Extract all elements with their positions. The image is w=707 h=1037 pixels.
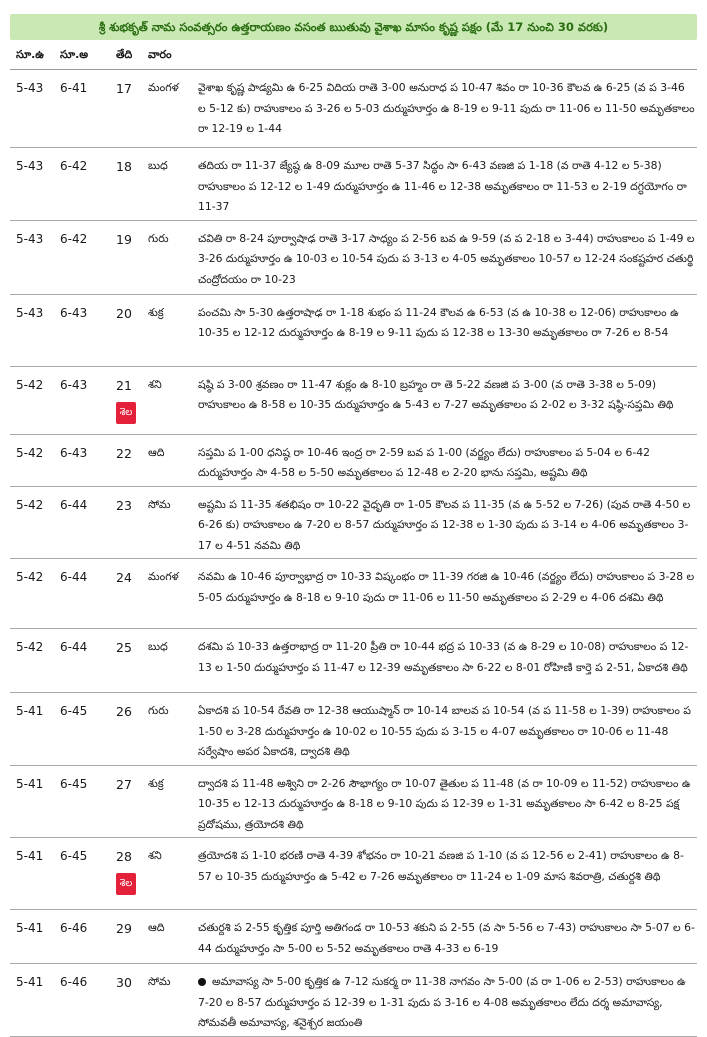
details-text: చవితి రా 8-24 పూర్వాషాఢ రాతె 3-17 సాధ్యం ప 2-56 బవ ఉ 9-59 (వ ప 2-18 ల 3-44) రాహుకాలం ప 1-49 ల 3-26 దుర్ముహూర్తం ఉ 10-03 ల 10-54 పుదు ప 3-13 ల 4-05 అమృతకాలం 10-57 ల 12-24 సంకష్టహర చతుర్థి చంద్రోదయం రా 10-23 bbox=[198, 231, 695, 286]
date-cell bbox=[110, 434, 142, 486]
weekday-cell: శుక్ర bbox=[142, 294, 192, 366]
weekday-cell: శుక్ర bbox=[142, 765, 192, 838]
table-header-row bbox=[10, 44, 697, 70]
date-cell bbox=[110, 486, 142, 559]
sunset-cell: 6-43 bbox=[54, 366, 110, 434]
sunrise-cell: 5-42 bbox=[10, 629, 54, 693]
weekday-cell: ఆది bbox=[142, 434, 192, 486]
sunset-cell: 6-46 bbox=[54, 964, 110, 1037]
sunrise-cell: 5-42 bbox=[10, 486, 54, 559]
details-text: తదియ రా 11-37 జ్యేష్ఠ ఉ 8-09 మూల రాతె 5-37 సిద్ధం సా 6-43 వణజి ప 1-18 (వ రాతె 4-12 ల 5-38) రాహుకాలం ప 12-12 ల 1-49 దుర్ముహూర్తం ఉ 11-46 ల 12-38 అమృతకాలం రా 11-53 ల 2-19 దగ్ధయోగం రా 11-37 bbox=[198, 159, 687, 213]
details-text: ఏకాదశి ప 10-54 రేవతి రా 12-38 ఆయుష్మాన్ రా 10-14 బాలవ ప 10-54 (వ ప 11-58 ల 1-39) రాహుకాలం ప 1-50 ల 3-28 దుర్ముహూర్తం ఉ 10-02 ల 10-55 పుదు ప 3-15 ల 4-07 అమృతకాలం రా 10-06 ల 11-48 సర్వేషాం అపర ఏకాదశి, ద్వాదశి తిథి bbox=[198, 704, 691, 758]
sunset-cell: 6-45 bbox=[54, 693, 110, 766]
weekday-cell: శని bbox=[142, 838, 192, 910]
weekday-cell: మంగళ bbox=[142, 559, 192, 629]
sunrise-cell: 5-41 bbox=[10, 838, 54, 910]
date-cell bbox=[110, 838, 142, 910]
header-details bbox=[192, 44, 697, 70]
table-row bbox=[10, 220, 697, 294]
sunset-cell: 6-44 bbox=[54, 559, 110, 629]
table-row bbox=[10, 294, 697, 366]
weekday-cell: సోమ bbox=[142, 964, 192, 1037]
details-text: ద్వాదశి ప 11-48 అశ్విని రా 2-26 సౌభాగ్యం రా 10-07 తైతుల ప 11-48 (వ రా 10-09 ల 11-52) రాహుకాలం ఉ 10-35 ల 12-13 దుర్ముహూర్తం ఉ 8-18 ల 9-10 పుదు ప 12-39 ల 1-31 అమృతకాలం సా 6-42 ల 8-25 పక్ష ప్రదోషము, త్రయోదశి తిథి bbox=[198, 776, 691, 831]
header-sunset: సూ.అ bbox=[54, 44, 110, 70]
date-cell bbox=[110, 366, 142, 434]
details-text: షష్ఠి ప 3-00 శ్రవణం రా 11-47 శుక్లం ఉ 8-10 బ్రహ్మం రా తె 5-22 వణజి ప 3-00 (వ రాతె 3-38 ల 5-09) రాహుకాలం ఉ 8-58 ల 10-35 దుర్ముహూర్తం ఉ 5-43 ల 7-27 అమృతకాలం ప 2-02 ల 3-32 షష్ఠి-సప్తమి తిథి bbox=[198, 377, 674, 411]
date-value: 21 bbox=[116, 377, 132, 393]
sunset-cell: 6-43 bbox=[54, 434, 110, 486]
date-cell bbox=[110, 559, 142, 629]
table-row bbox=[10, 559, 697, 629]
table-row bbox=[10, 148, 697, 221]
sunrise-cell: 5-41 bbox=[10, 693, 54, 766]
date-cell bbox=[110, 220, 142, 294]
details-cell bbox=[192, 910, 697, 964]
sunset-cell: 6-45 bbox=[54, 765, 110, 838]
date-value: 25 bbox=[116, 640, 132, 655]
details-cell bbox=[192, 765, 697, 838]
weekday-cell: ఆది bbox=[142, 910, 192, 964]
details-text: సప్తమి ప 1-00 ధనిష్ఠ రా 10-46 ఇంద్ర రా 2-59 బవ ప 1-00 (వర్జ్యం లేదు) రాహుకాలం ప 5-04 ల 6-42 దుర్ముహూర్తం సా 4-58 ల 5-50 అమృతకాలం ప 12-48 ల 2-20 భాను సప్తమి, అష్టమి తిథి bbox=[198, 445, 650, 479]
table-body bbox=[10, 70, 697, 1037]
page-title: శ్రీ శుభకృత్ నామ సంవత్సరం ఉత్తరాయణం వసంత ఋతువు వైశాఖ మాసం కృష్ణ పక్షం (మే 17 నుంచి 30 వరకు) bbox=[10, 14, 697, 40]
weekday-cell: మంగళ bbox=[142, 70, 192, 148]
table-row bbox=[10, 693, 697, 766]
sunset-cell: 6-44 bbox=[54, 486, 110, 559]
header-date: తేది bbox=[110, 44, 142, 70]
table-row bbox=[10, 70, 697, 148]
details-text: వైశాఖ కృష్ణ పాడ్యమి ఉ 6-25 విదియ రాతె 3-00 అనురాధ ప 10-47 శివం రా 10-36 కౌలవ ఉ 6-25 (వ ప 3-46 ల 5-12 కు) రాహుకాలం ప 3-26 ల 5-03 దుర్ముహూర్తం ఉ 8-19 ల 9-11 పుదు రా 11-06 ల 11-50 అమృతకాలం రా 12-19 ల 1-44 bbox=[198, 81, 695, 135]
date-value: 30 bbox=[116, 975, 132, 990]
details-text: పంచమి సా 5-30 ఉత్తరాషాఢ రా 1-18 శుభం ప 11-24 కౌలవ ఉ 6-53 (వ ఉ 10-38 ల 12-06) రాహుకాలం ఉ 10-35 ల 12-12 దుర్ముహూర్తం ఉ 8-19 ల 9-11 పుదు ప 12-38 ల 13-30 అమృతకాలం రా 7-26 ల 8-54 bbox=[198, 305, 679, 339]
sunset-cell: 6-45 bbox=[54, 838, 110, 910]
details-cell bbox=[192, 693, 697, 766]
sunrise-cell: 5-42 bbox=[10, 366, 54, 434]
weekday-cell: శని bbox=[142, 366, 192, 434]
details-text: అమావాస్య సా 5-00 కృత్తిక ఉ 7-12 సుకర్మ రా 11-38 నాగవం సా 5-00 (వ రా 1-06 ల 2-53) రాహుకాలం ఉ 7-20 ల 8-57 దుర్ముహూర్తం ప 12-39 ల 1-31 పుదు ప 3-16 ల 4-08 అమృతకాలం లేదు దర్శ అమావాస్య, సోమవతీ అమావాస్య, శనైశ్చర జయంతి bbox=[198, 975, 686, 1029]
sunrise-cell: 5-41 bbox=[10, 765, 54, 838]
date-value: 23 bbox=[116, 497, 132, 513]
sunset-cell: 6-44 bbox=[54, 629, 110, 693]
details-cell bbox=[192, 220, 697, 294]
date-value: 24 bbox=[116, 570, 132, 585]
details-cell bbox=[192, 838, 697, 910]
table-row bbox=[10, 486, 697, 559]
details-cell bbox=[192, 366, 697, 434]
details-cell bbox=[192, 559, 697, 629]
date-cell bbox=[110, 693, 142, 766]
table-row bbox=[10, 910, 697, 964]
date-cell bbox=[110, 629, 142, 693]
details-cell bbox=[192, 294, 697, 366]
table-row bbox=[10, 434, 697, 486]
details-text: త్రయోదశి ప 1-10 భరణి రాతె 4-39 శోభనం రా 10-21 వణజి ప 1-10 (వ ప 12-56 ల 2-41) రాహుకాలం ఉ 8-57 ల 10-35 దుర్ముహూర్తం ఉ 5-42 ల 7-26 అమృతకాలం రా 11-24 ల 1-09 మాస శివరాత్రి, చతుర్దశి తిథి bbox=[198, 849, 684, 883]
date-value: 28 bbox=[116, 849, 132, 864]
details-cell bbox=[192, 148, 697, 221]
details-text: అష్టమి ప 11-35 శతభిషం రా 10-22 వైధృతి రా 1-05 కౌలవ ప 11-35 (వ ఉ 5-52 ల 7-26) (పువ రాతె 4-50 ల 6-26 కు) రాహుకాలం ఉ 7-20 ల 8-57 దుర్ముహూర్తం ప 12-38 ల 1-30 పుదు ప 3-14 ల 4-06 అమృతకాలం 3-17 ల 4-51 నవమి తిథి bbox=[198, 497, 691, 552]
details-cell bbox=[192, 964, 697, 1037]
sunrise-cell: 5-41 bbox=[10, 964, 54, 1037]
holiday-badge: శెల bbox=[116, 873, 136, 895]
holiday-badge: శెల bbox=[116, 402, 136, 424]
weekday-cell: బుధ bbox=[142, 629, 192, 693]
table-row bbox=[10, 964, 697, 1037]
sunset-cell: 6-42 bbox=[54, 148, 110, 221]
details-text: నవమి ఉ 10-46 పూర్వాభాద్ర రా 10-33 విష్కంభం రా 11-39 గరజి ఉ 10-46 (వర్జ్యం లేదు) రాహుకాలం ప 3-28 ల 5-05 దుర్ముహూర్తం ఉ 8-18 ల 9-10 పుదు రా 11-06 ల 11-50 అమృతకాలం ప 2-29 ల 4-06 దశమి తిథి bbox=[198, 570, 695, 604]
date-value: 20 bbox=[116, 305, 132, 321]
details-text: చతుర్దశి ప 2-55 కృత్తిక పూర్తి అతిగండ రా 10-53 శకుని ప 2-55 (వ సా 5-56 ల 7-43) రాహుకాలం సా 5-07 ల 6-44 దుర్ముహూర్తం సా 5-00 ల 5-52 అమృతకాలం రాతె 4-33 ల 6-19 bbox=[198, 921, 695, 955]
sunset-cell: 6-46 bbox=[54, 910, 110, 964]
table-row bbox=[10, 838, 697, 910]
date-cell bbox=[110, 70, 142, 148]
sunset-cell: 6-42 bbox=[54, 220, 110, 294]
table-row bbox=[10, 366, 697, 434]
date-cell bbox=[110, 910, 142, 964]
date-value: 18 bbox=[116, 159, 132, 174]
details-cell bbox=[192, 70, 697, 148]
weekday-cell: సోమ bbox=[142, 486, 192, 559]
date-cell bbox=[110, 294, 142, 366]
sunrise-cell: 5-41 bbox=[10, 910, 54, 964]
sunrise-cell: 5-43 bbox=[10, 70, 54, 148]
header-sunrise: సూ.ఉ bbox=[10, 44, 54, 70]
sunset-cell: 6-41 bbox=[54, 70, 110, 148]
date-cell bbox=[110, 765, 142, 838]
panchangam-table bbox=[10, 44, 697, 1037]
weekday-cell: గురు bbox=[142, 220, 192, 294]
sunrise-cell: 5-43 bbox=[10, 294, 54, 366]
sunset-cell: 6-43 bbox=[54, 294, 110, 366]
details-cell bbox=[192, 486, 697, 559]
date-value: 26 bbox=[116, 704, 132, 719]
details-text: దశమి ప 10-33 ఉత్తరాభాద్ర రా 11-20 ప్రీతి రా 10-44 భద్ర ప 10-33 (వ ఉ 8-29 ల 10-08) రాహుకాలం ప 12-13 ల 1-50 దుర్ముహూర్తం ప 11-47 ల 12-39 అమృతకాలం సా 6-22 ల 8-01 రోహిణి కార్తె ప 2-51, ఏకాదశి తిథి bbox=[198, 640, 689, 674]
date-cell bbox=[110, 964, 142, 1037]
weekday-cell: బుధ bbox=[142, 148, 192, 221]
weekday-cell: గురు bbox=[142, 693, 192, 766]
details-cell bbox=[192, 629, 697, 693]
date-value: 29 bbox=[116, 921, 132, 936]
bullet-icon bbox=[198, 978, 206, 986]
sunrise-cell: 5-42 bbox=[10, 559, 54, 629]
sunrise-cell: 5-42 bbox=[10, 434, 54, 486]
date-cell bbox=[110, 148, 142, 221]
sunrise-cell: 5-43 bbox=[10, 148, 54, 221]
sunrise-cell: 5-43 bbox=[10, 220, 54, 294]
table-row bbox=[10, 629, 697, 693]
table-row bbox=[10, 765, 697, 838]
details-cell bbox=[192, 434, 697, 486]
date-value: 17 bbox=[116, 81, 132, 96]
header-weekday: వారం bbox=[142, 44, 192, 70]
date-value: 19 bbox=[116, 231, 132, 247]
date-value: 22 bbox=[116, 445, 132, 461]
date-value: 27 bbox=[116, 776, 132, 792]
